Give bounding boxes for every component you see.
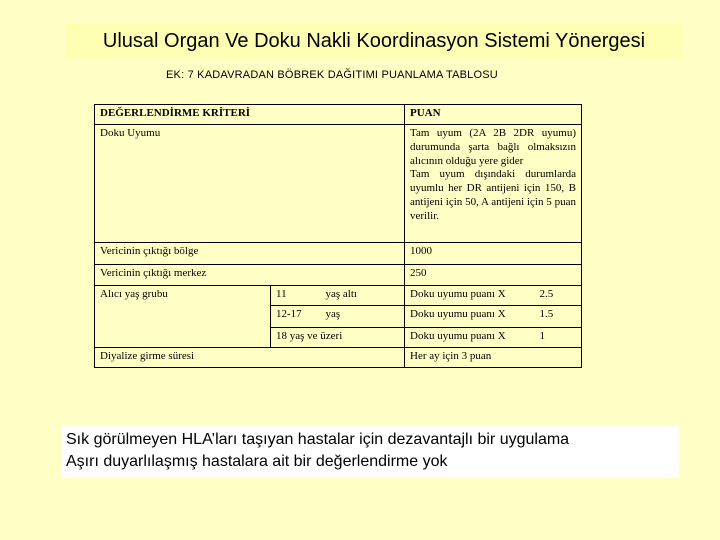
tissue-match-score bbox=[405, 125, 582, 243]
age-suffix: yaş altı bbox=[321, 286, 405, 306]
dialysis-score: Her ay için 3 puan bbox=[405, 348, 582, 368]
note-line: Sık görülmeyen HLA’ları taşıyan hastalar için dezavantajlı bir uygulama bbox=[66, 431, 570, 448]
tissue-match-label: Doku Uyumu bbox=[95, 125, 405, 243]
tissue-match-score-line: Tam uyum (2A 2B 2DR uyumu) durumunda şarta bağlı olmaksızın alıcının olduğu yere gider bbox=[410, 127, 576, 167]
page-title-box bbox=[66, 24, 682, 58]
age-suffix: yaş bbox=[321, 306, 405, 328]
donor-center-score: 250 bbox=[405, 265, 582, 286]
recipient-age-label: Alıcı yaş grubu bbox=[95, 286, 271, 348]
donor-region-label: Vericinin çıktığı bölge bbox=[95, 243, 405, 265]
table-row bbox=[95, 265, 582, 286]
table-caption: EK: 7 KADAVRADAN BÖBREK DAĞITIMI PUANLAMA TABLOSU bbox=[166, 69, 498, 81]
table-row bbox=[95, 286, 582, 306]
dialysis-label: Diyalize girme süresi bbox=[95, 348, 405, 368]
donor-region-score: 1000 bbox=[405, 243, 582, 265]
scoring-table bbox=[94, 104, 582, 368]
age-value: 11 bbox=[271, 286, 321, 306]
header-criterion: DEĞERLENDİRME KRİTERİ bbox=[95, 105, 405, 125]
note-box bbox=[62, 426, 679, 478]
age-multiplier: 1.5 bbox=[535, 306, 582, 328]
header-score: PUAN bbox=[405, 105, 582, 125]
age-score-text: Doku uyumu puanı X bbox=[405, 328, 535, 348]
tissue-match-score-line: Tam uyum dışındaki durumlarda uyumlu her DR antijeni için 150, B antijeni için 50, A antijeni için 5 puan verilir. bbox=[410, 168, 576, 222]
age-multiplier: 2.5 bbox=[535, 286, 582, 306]
table-header-row bbox=[95, 105, 582, 125]
age-value: 18 yaş ve üzeri bbox=[271, 328, 405, 348]
age-score-text: Doku uyumu puanı X bbox=[405, 286, 535, 306]
donor-center-label: Vericinin çıktığı merkez bbox=[95, 265, 405, 286]
age-score-text: Doku uyumu puanı X bbox=[405, 306, 535, 328]
table-row bbox=[95, 125, 582, 243]
note-line: Aşırı duyarlılaşmış hastalara ait bir değerlendirme yok bbox=[66, 453, 448, 470]
table-row bbox=[95, 348, 582, 368]
age-multiplier: 1 bbox=[535, 328, 582, 348]
page-title: Ulusal Organ Ve Doku Nakli Koordinasyon Sistemi Yönergesi bbox=[102, 29, 646, 52]
age-value: 12-17 bbox=[271, 306, 321, 328]
table-row bbox=[95, 243, 582, 265]
